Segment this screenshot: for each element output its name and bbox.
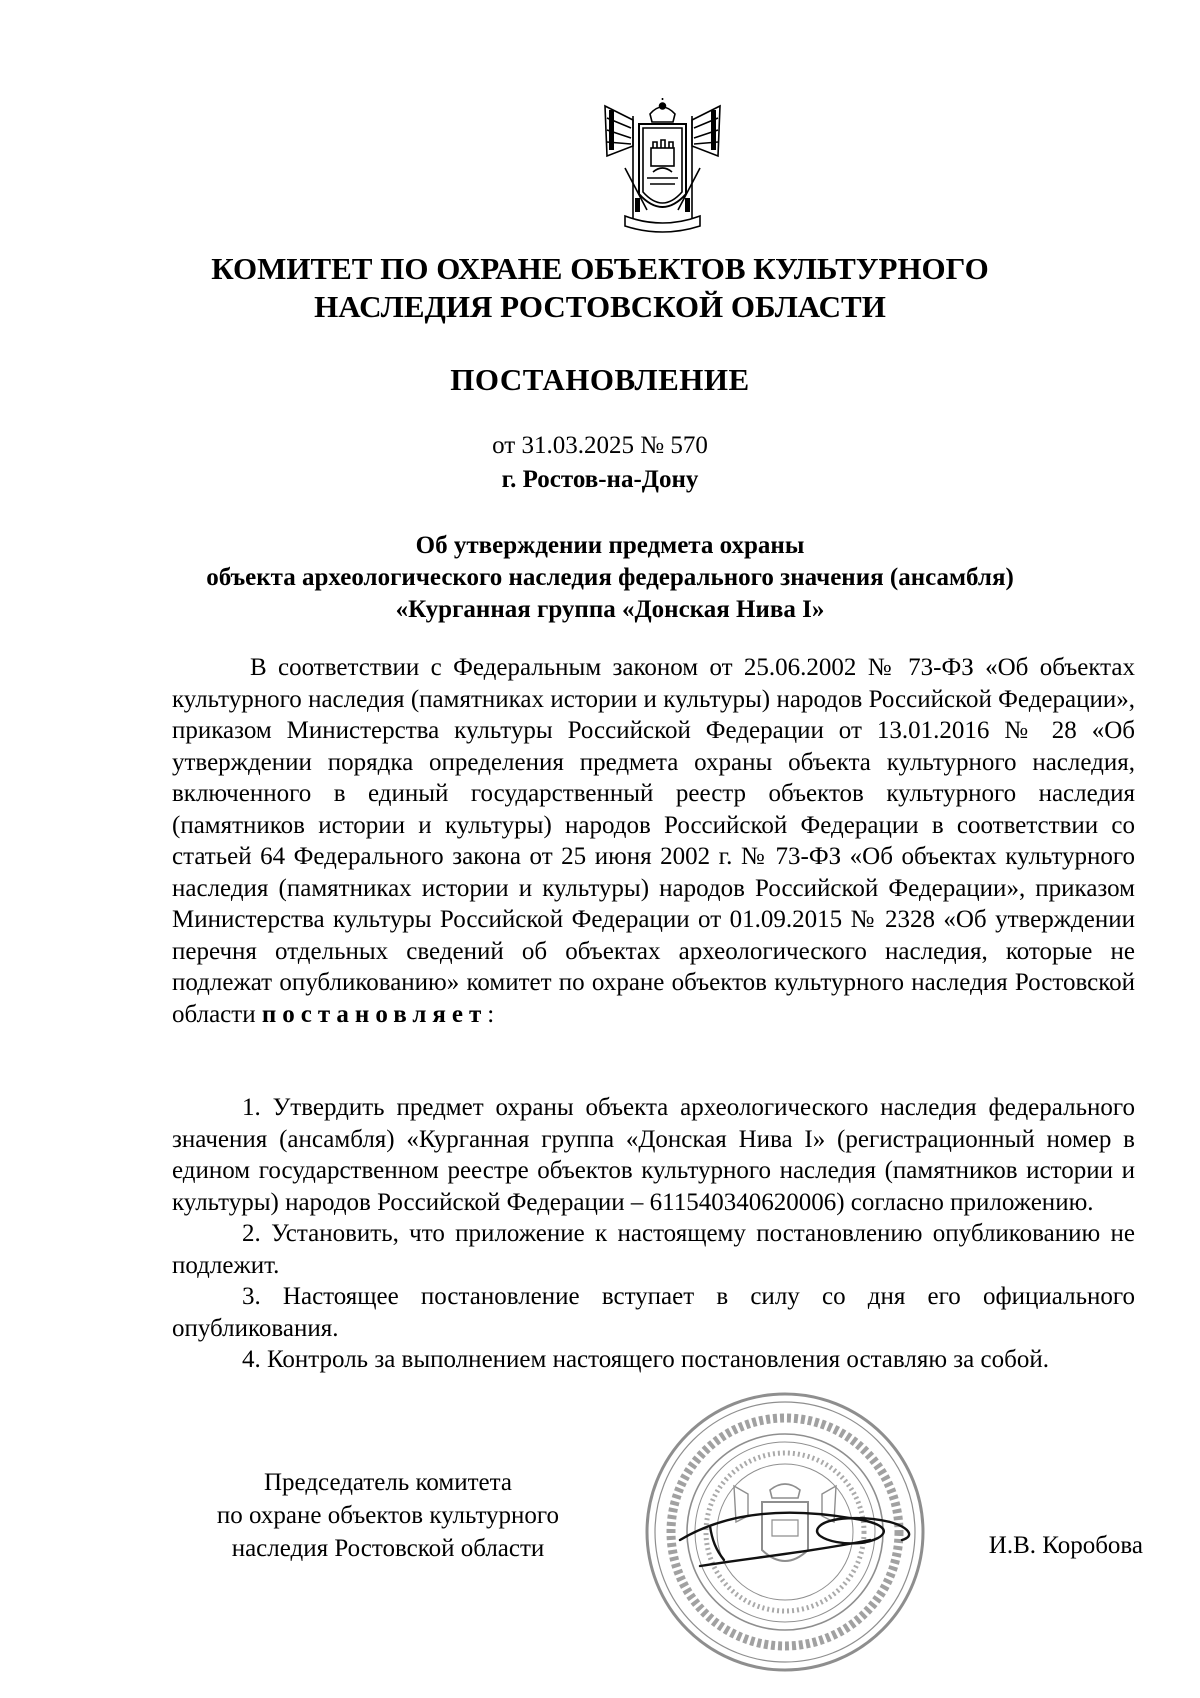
resolution-items (172, 1092, 1135, 1376)
document-title-line-3: «Курганная группа «Донская Нива I» (395, 596, 825, 623)
document-type: ПОСТАНОВЛЕНИЕ (450, 362, 750, 397)
document-title (150, 530, 1070, 626)
document-title-line-1: Об утверждении предмета охраны (415, 532, 805, 559)
decree-word: постановляет (261, 1000, 488, 1028)
document-title-line-2: объекта археологического наследия федерального значения (ансамбля) (206, 564, 1014, 591)
resolution-item: 4. Контроль за выполнением настоящего постановления оставляю за собой. (242, 1346, 1049, 1373)
preamble-text: В соответствии с Федеральным законом от 25.06.2002 № 73-ФЗ «Об объектах культурного наследия (памятниках истории и культуры) народов Российской Федерации», приказом Министерства культуры Российской Федерации от 13.01.2016 № 28 «Об утверждении порядка определения предмета охраны объекта культурного наследия, включенного в единый государственный реестр объектов культурного наследия (памятников истории и культуры) народов Российской Федерации в соответствии со статьей 64 Федерального закона от 25 июня 2002 г. № 73-ФЗ «Об объектах культурного наследия (памятниках истории и культуры) народов Российской Федерации», приказом Министерства культуры Российской Федерации от 01.09.2015 № 2328 «Об утверждении перечня отдельных сведений об объектах археологического наследия, которые не подлежат опубликованию» комитет по охране объектов культурного наследия Ростовской области (172, 654, 1135, 1028)
organization-name-line-1: КОМИТЕТ ПО ОХРАНЕ ОБЪЕКТОВ КУЛЬТУРНОГО (211, 251, 989, 286)
signatory-name: И.В. Коробова (988, 1532, 1143, 1559)
preamble-paragraph (172, 652, 1135, 1030)
resolution-item: 1. Утвердить предмет охраны объекта археологического наследия федерального значения (ансамбля) «Курганная группа «Донская Нива I» (регистрационный номер в едином государственном реестре объектов культурного наследия (памятников истории и культуры) народов Российской Федерации – 611540340620006) согласно приложению. (172, 1094, 1135, 1216)
organization-name-line-2: НАСЛЕДИЯ РОСТОВСКОЙ ОБЛАСТИ (314, 289, 886, 324)
decree-colon: : (487, 1000, 495, 1028)
document-date-number: от 31.03.2025 № 570 (492, 432, 708, 459)
coat-of-arms-emblem (595, 98, 730, 238)
official-seal-stamp (640, 1390, 930, 1675)
organization-name (150, 250, 1050, 326)
signatory-position (168, 1466, 608, 1565)
resolution-item: 3. Настоящее постановление вступает в силу со дня его официального опубликования. (172, 1283, 1135, 1342)
document-city: г. Ростов-на-Дону (501, 466, 699, 493)
signatory-position-line-1: Председатель комитета (264, 1469, 512, 1496)
signatory-position-line-2: по охране объектов культурного (216, 1502, 560, 1529)
signatory-position-line-3: наследия Ростовской области (231, 1535, 545, 1562)
resolution-item: 2. Установить, что приложение к настоящему постановлению опубликованию не подлежит. (172, 1220, 1135, 1279)
